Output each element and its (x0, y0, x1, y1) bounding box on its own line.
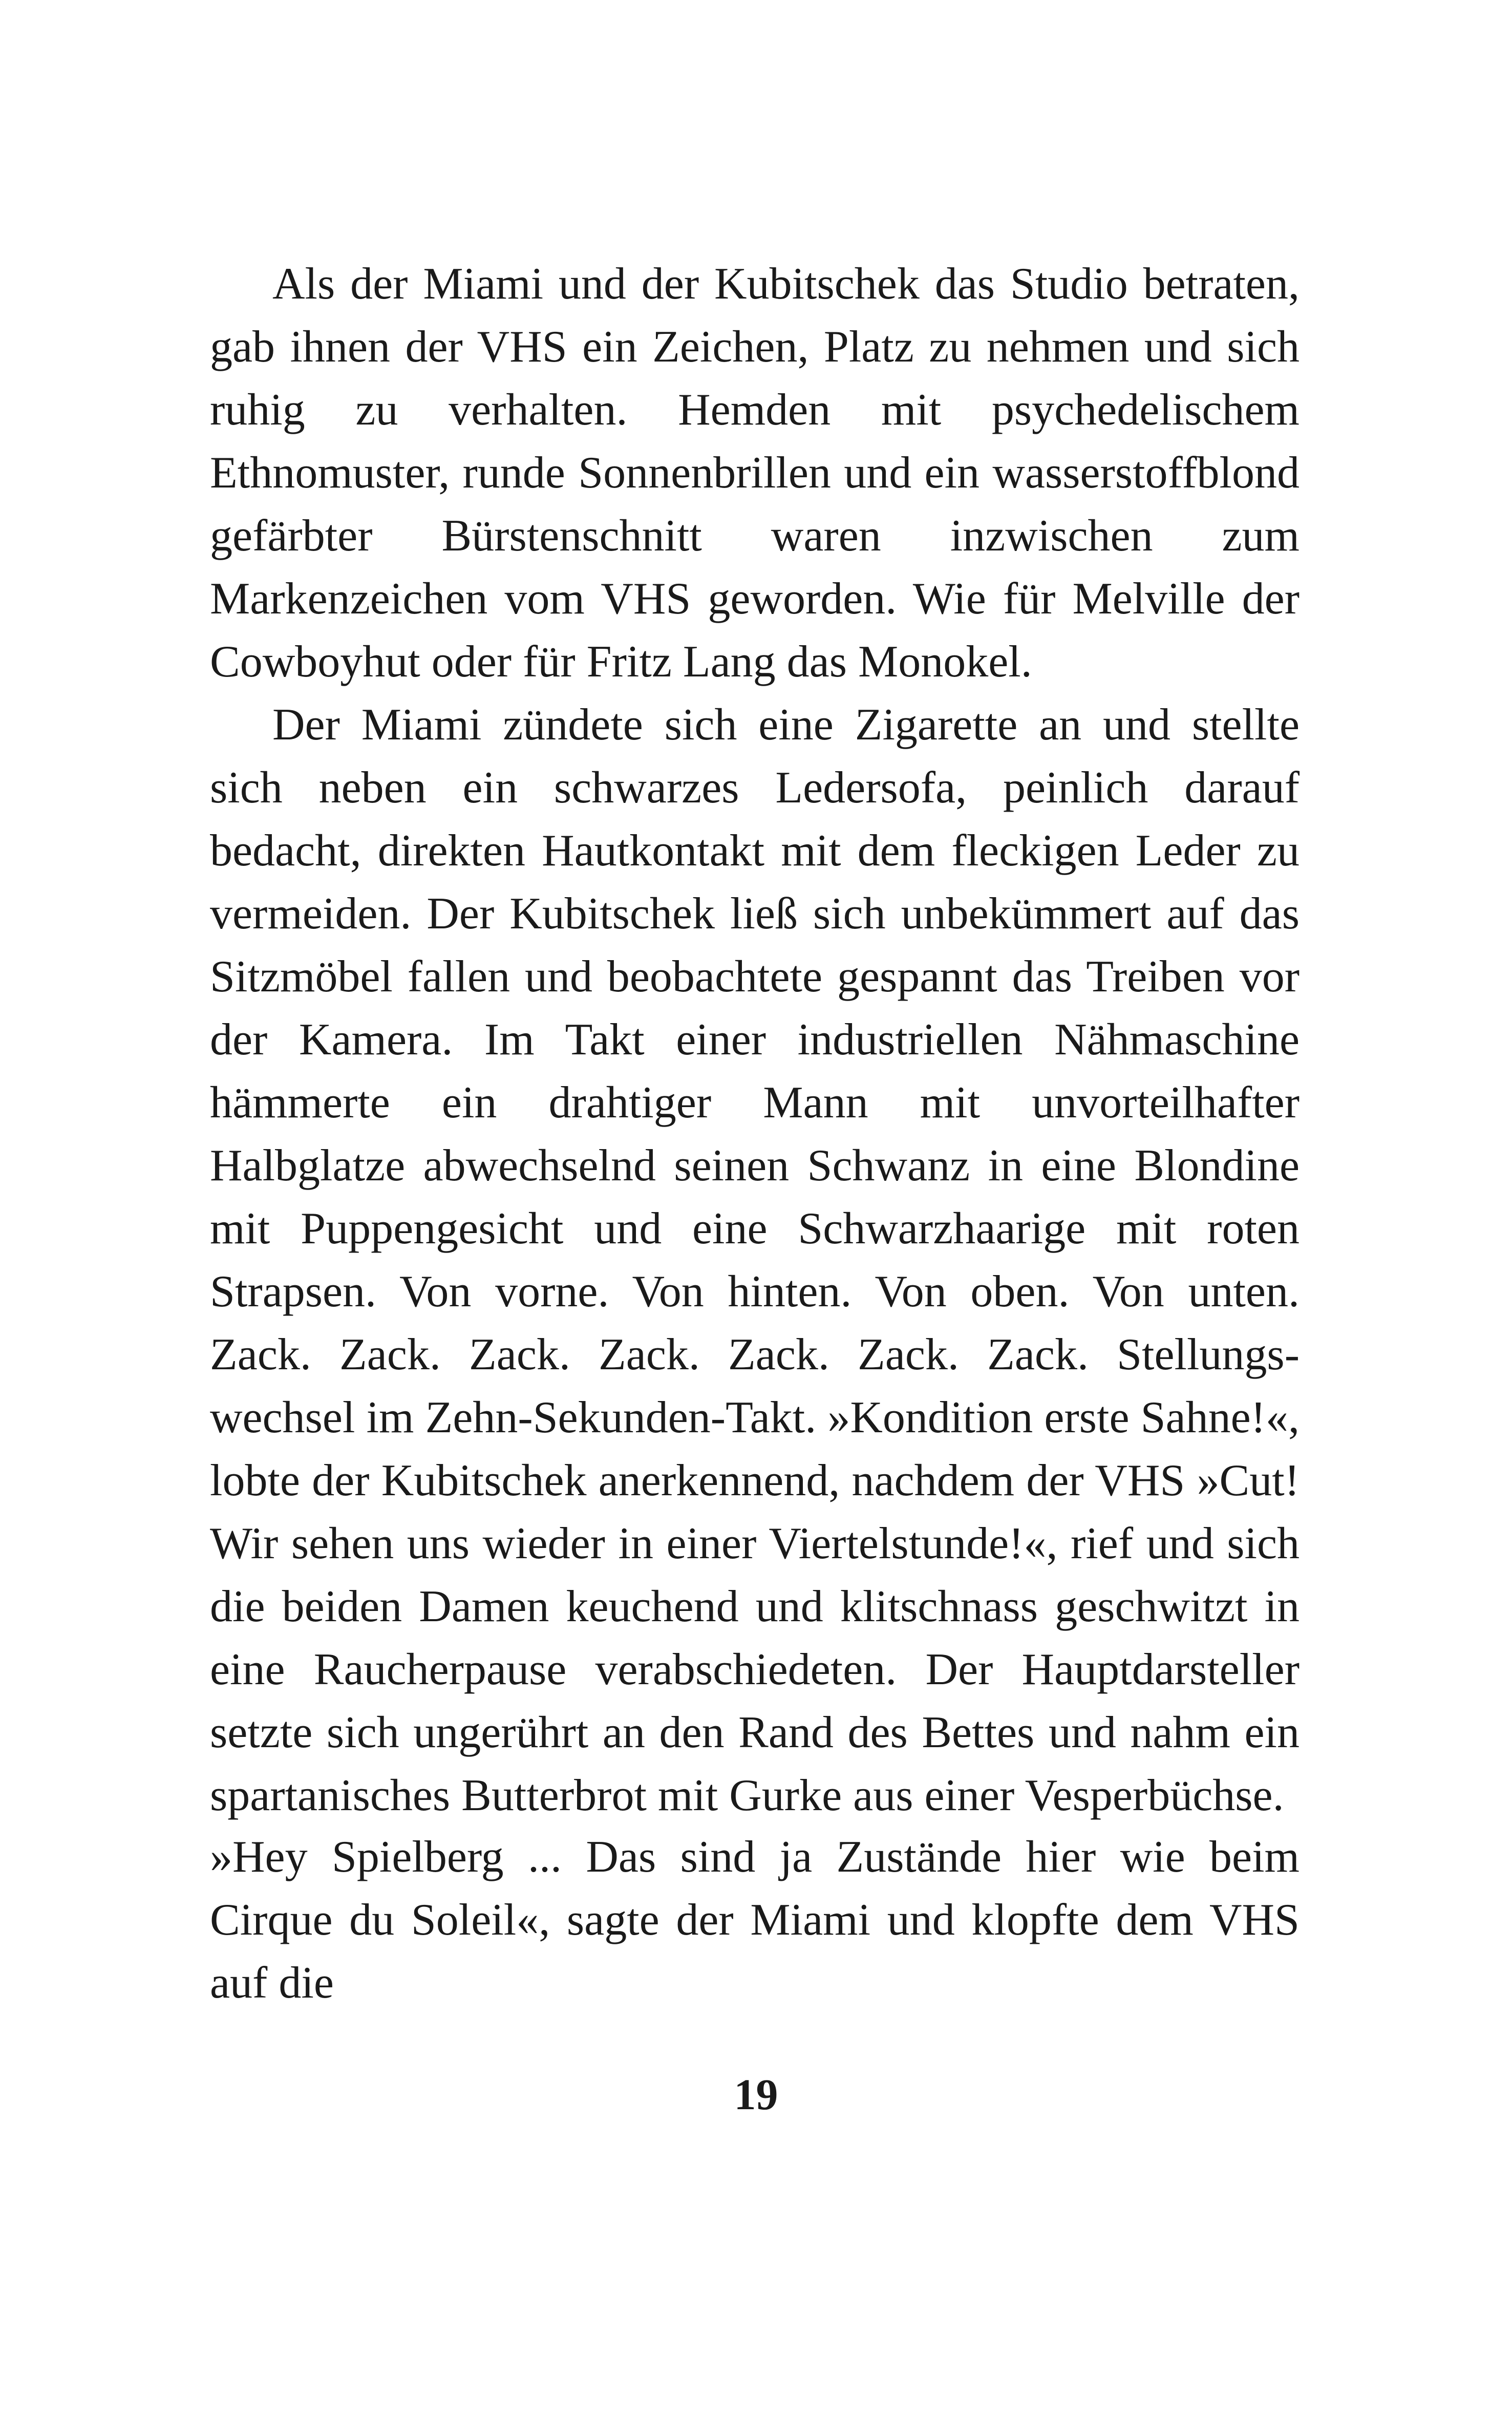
paragraph: Der Miami zündete sich eine Zigarette an und stellte sich neben ein schwarzes Ledersofa, peinlich darauf bedacht, direkten Hautkontakt mit dem fleckigen Leder zu vermeiden. Der Kubitschek ließ sich unbekümmert auf das Sitzmöbel fallen und beobachtete gespannt das Treiben vor der Kamera. Im Takt einer industriellen Nähmaschine hämmerte ein drahtiger Mann mit unvorteilhafter Halbglatze abwechselnd seinen Schwanz in eine Blondine mit Puppengesicht und eine Schwarzhaarige mit roten Strapsen. Von vorne. Von hinten. Von oben. Von unten. Zack. Zack. Zack. Zack. Zack. Zack. Zack. Stellungswechsel im Zehn-Sekunden-Takt. »Kondition erste Sahne!«, lobte der Kubitschek anerkennend, nachdem der VHS »Cut! Wir sehen uns wieder in einer Viertelstunde!«, rief und sich die beiden Damen keuchend und klitschnass geschwitzt in eine Raucherpause verabschiedeten. Der Hauptdarsteller setzte sich ungerührt an den Rand des Bettes und nahm ein spartanisches Butterbrot mit Gurke aus einer Vesperbüchse. (210, 700, 1300, 1820)
page-number: 19 (734, 2070, 778, 2119)
body-text-continued (210, 1826, 1300, 2014)
paragraph: »Hey Spielberg ... Das sind ja Zustände hier wie beim Cirque du Soleil«, sagte der Miami und klopfte dem VHS auf die (210, 1832, 1300, 2008)
body-text (210, 252, 1300, 1827)
paragraph: Als der Miami und der Kubitschek das Studio betraten, gab ihnen der VHS ein Zeichen, Platz zu nehmen und sich ruhig zu verhalten. Hemden mit psychedelischem Ethnomuster, runde Sonnenbrillen und ein wasserstoffblond gefärbter Bürstenschnitt waren inzwischen zum Markenzeichen vom VHS geworden. Wie für Melville der Cowboyhut oder für Fritz Lang das Monokel. (210, 259, 1300, 687)
